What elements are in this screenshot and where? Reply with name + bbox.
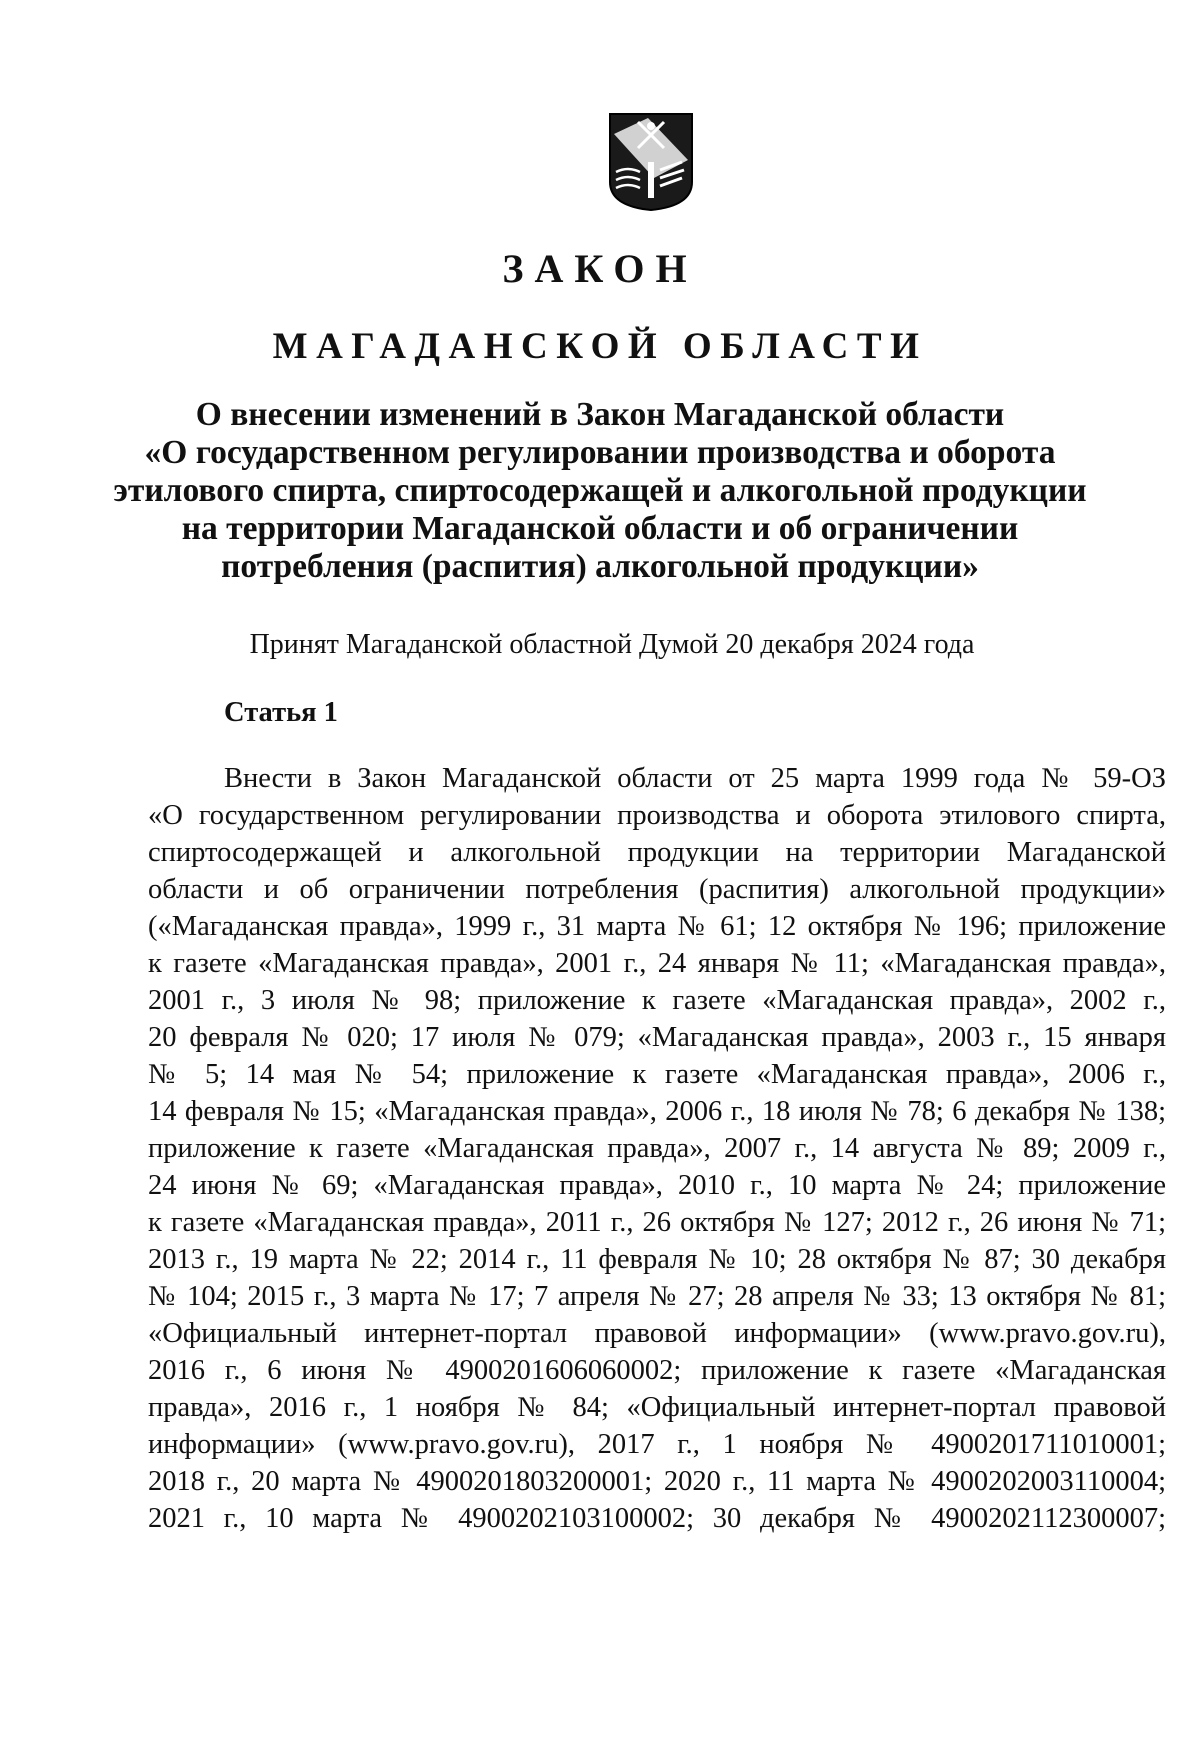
article-body-line: «О государственном регулировании производства и оборота этилового спирта, bbox=[148, 800, 1166, 831]
article-body-line: 24 июня № 69; «Магаданская правда», 2010 г., 10 марта № 24; приложение bbox=[148, 1170, 1166, 1201]
document-type-heading: ЗАКОН bbox=[502, 246, 698, 291]
article-body-line: Внести в Закон Магаданской области от 25 марта 1999 года № 59-ОЗ bbox=[224, 763, 1166, 794]
article-body-line: 2018 г., 20 марта № 4900201803200001; 2020 г., 11 марта № 4900202003110004; bbox=[148, 1466, 1166, 1497]
law-title-line: на территории Магаданской области и об ограничении bbox=[181, 510, 1019, 547]
law-title-line: потребления (распития) алкогольной продукции» bbox=[221, 548, 979, 585]
article-body-line: к газете «Магаданская правда», 2011 г., 26 октября № 127; 2012 г., 26 июня № 71; bbox=[148, 1207, 1166, 1238]
article-body-line: области и об ограничении потребления (распития) алкогольной продукции» bbox=[148, 874, 1166, 905]
coat-of-arms-icon bbox=[608, 112, 694, 212]
article-body-line: 20 февраля № 020; 17 июля № 079; «Магаданская правда», 2003 г., 15 января bbox=[148, 1022, 1166, 1053]
article-heading: Статья 1 bbox=[224, 697, 338, 728]
article-body-line: спиртосодержащей и алкогольной продукции на территории Магаданской bbox=[148, 837, 1166, 868]
article-body-line: «Официальный интернет-портал правовой информации» (www.pravo.gov.ru), bbox=[148, 1318, 1166, 1349]
law-title-line: О внесении изменений в Закон Магаданской области bbox=[195, 396, 1005, 433]
article-body bbox=[148, 760, 1166, 1537]
law-title-line: этилового спирта, спиртосодержащей и алкогольной продукции bbox=[113, 472, 1087, 509]
article-body-line: 14 февраля № 15; «Магаданская правда», 2006 г., 18 июля № 78; 6 декабря № 138; bbox=[148, 1096, 1166, 1127]
article-body-line: к газете «Магаданская правда», 2001 г., 24 января № 11; «Магаданская правда», bbox=[148, 948, 1166, 979]
article-body-line: № 104; 2015 г., 3 марта № 17; 7 апреля № 27; 28 апреля № 33; 13 октября № 81; bbox=[148, 1281, 1166, 1312]
article-body-line: 2021 г., 10 марта № 4900202103100002; 30 декабря № 4900202112300007; bbox=[148, 1503, 1166, 1534]
law-title bbox=[100, 396, 1100, 586]
article-body-line: 2001 г., 3 июля № 98; приложение к газете «Магаданская правда», 2002 г., bbox=[148, 985, 1166, 1016]
law-title-line: «О государственном регулировании производства и оборота bbox=[144, 434, 1056, 471]
adoption-statement: Принят Магаданской областной Думой 20 декабря 2024 года bbox=[249, 629, 975, 660]
article-body-line: 2013 г., 19 марта № 22; 2014 г., 11 февраля № 10; 28 октября № 87; 30 декабря bbox=[148, 1244, 1166, 1275]
article-body-line: 2016 г., 6 июня № 4900201606060002; приложение к газете «Магаданская bbox=[148, 1355, 1166, 1386]
article-body-line: («Магаданская правда», 1999 г., 31 марта № 61; 12 октября № 196; приложение bbox=[148, 911, 1166, 942]
article-body-line: приложение к газете «Магаданская правда», 2007 г., 14 августа № 89; 2009 г., bbox=[148, 1133, 1166, 1164]
article-body-line: № 5; 14 мая № 54; приложение к газете «Магаданская правда», 2006 г., bbox=[148, 1059, 1166, 1090]
article-body-line: информации» (www.pravo.gov.ru), 2017 г., 1 ноября № 4900201711010001; bbox=[148, 1429, 1166, 1460]
region-heading: МАГАДАНСКОЙ ОБЛАСТИ bbox=[272, 326, 928, 367]
article-body-line: правда», 2016 г., 1 ноября № 84; «Официальный интернет-портал правовой bbox=[148, 1392, 1166, 1423]
